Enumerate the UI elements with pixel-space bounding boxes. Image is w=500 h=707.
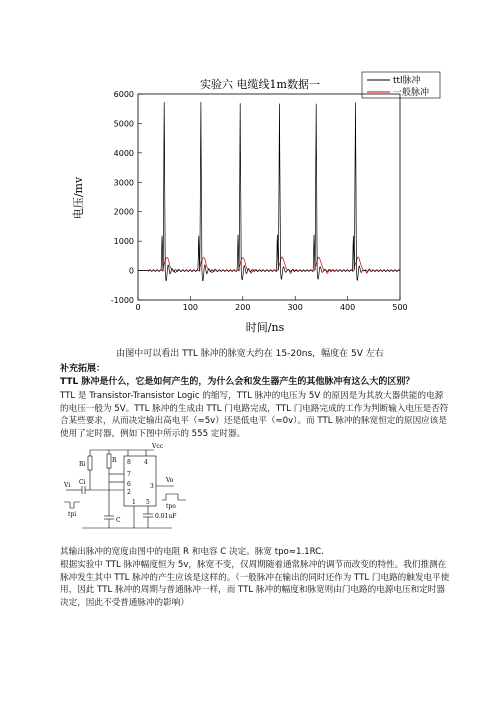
- x-tick-label: 300: [287, 303, 303, 312]
- timer-555-circuit: [62, 442, 192, 540]
- x-tick-label: 0: [135, 303, 141, 312]
- tpi-label: tpi: [68, 511, 77, 518]
- series-ttl-line: [138, 102, 400, 281]
- y-tick-label: 6000: [113, 90, 134, 99]
- ri-resistor: [88, 456, 92, 470]
- y-tick-label: -1000: [110, 296, 134, 305]
- x-tick-label: 200: [235, 303, 251, 312]
- x-tick-label: 400: [339, 303, 356, 312]
- ri-label: Ri: [79, 461, 86, 468]
- y-tick-label: 0: [128, 266, 134, 276]
- x-axis-label: 时间/ns: [245, 321, 285, 334]
- plot-area: [111, 90, 408, 312]
- pulse-chart: [70, 68, 450, 338]
- pin-3-label: 3: [150, 483, 154, 490]
- paragraph-ttl-intro: TTL 是 Transistor-Transistor Logic 的缩写，TTL 脉冲的电压为 5V 的原因是为其放大器供能的电源的电压一般为 5V。TTL 脉冲的生成由 TTL 门电路完成，TTL 门电路完成的工作为判断输入电压是否符合某些要求，从而决定输出高电平（≈5v）还是低电平（≈0v）。而 TTL 脉冲的脉宽恒定的原因应该是使用了定时器，例如下图中所示的 555 定时器。: [60, 391, 449, 439]
- chart-caption: 由图中可以看出 TTL 脉冲的脉宽大约在 15-20ns，幅度在 5V 左右: [116, 349, 384, 359]
- paragraph-pulse-width: 其输出脉冲的宽度由图中的电阻 R 和电容 C 决定。脉宽 tpo≈1.1RC.: [60, 547, 324, 557]
- legend-label-normal: 一般脉冲: [393, 88, 430, 98]
- c-label: C: [116, 517, 121, 524]
- pin-8-label: 8: [127, 459, 131, 466]
- pin-1-label: 1: [132, 499, 136, 506]
- plot-frame: [138, 94, 400, 300]
- legend-label-ttl: ttl脉冲: [393, 76, 421, 86]
- r-label: R: [112, 457, 117, 464]
- y-tick-label: 4000: [113, 148, 134, 158]
- tpo-label: tpo: [166, 503, 176, 510]
- r-resistor: [107, 454, 111, 468]
- y-tick-label: 3000: [113, 178, 134, 188]
- section-title: 补充拓展：: [60, 364, 106, 374]
- pin-6-label: 6: [127, 481, 131, 488]
- x-tick-label: 100: [182, 303, 199, 312]
- y-tick-label: 5000: [113, 119, 134, 129]
- vo-label: Vo: [166, 477, 174, 484]
- pin-2-label: 2: [127, 489, 131, 496]
- paragraph-inference: 根据实验中 TTL 脉冲幅度恒为 5v，脉宽不变，仅周期随着通常脉冲的调节而改变的特性。我们推测在脉冲发生其中 TTL 脉冲的产生应该是这样的。（一般脉冲在输出的同时还作为 TTL 门电路的触发电平使用，因此 TTL 脉冲的周期与普通脉冲一样，而 TTL 脉冲的幅度和脉宽则由门电路的电源电压和定时器决定，因此不受普通脉冲的影响）: [60, 560, 450, 608]
- pin-7-label: 7: [127, 471, 131, 478]
- input-pulse-shape: [64, 502, 80, 508]
- pin-5-label: 5: [146, 499, 150, 506]
- pin-4-label: 4: [144, 459, 148, 466]
- chart-title: 实验六 电缆线1m数据一: [200, 78, 320, 91]
- x-tick-label: 500: [392, 303, 408, 312]
- vi-label: Vi: [64, 482, 71, 489]
- cap-value-label: 0.01uF: [155, 513, 177, 520]
- question-heading: TTL 脉冲是什么，它是如何产生的，为什么会和发生器产生的其他脉冲有这么大的区别？: [60, 377, 415, 387]
- ci-label: Ci: [79, 479, 86, 486]
- vcc-label: Vcc: [152, 443, 164, 450]
- y-tick-label: 1000: [113, 237, 134, 247]
- output-pulse-shape: [162, 494, 186, 500]
- y-tick-label: 2000: [113, 207, 134, 217]
- y-axis-label: 电压/mv: [72, 176, 85, 220]
